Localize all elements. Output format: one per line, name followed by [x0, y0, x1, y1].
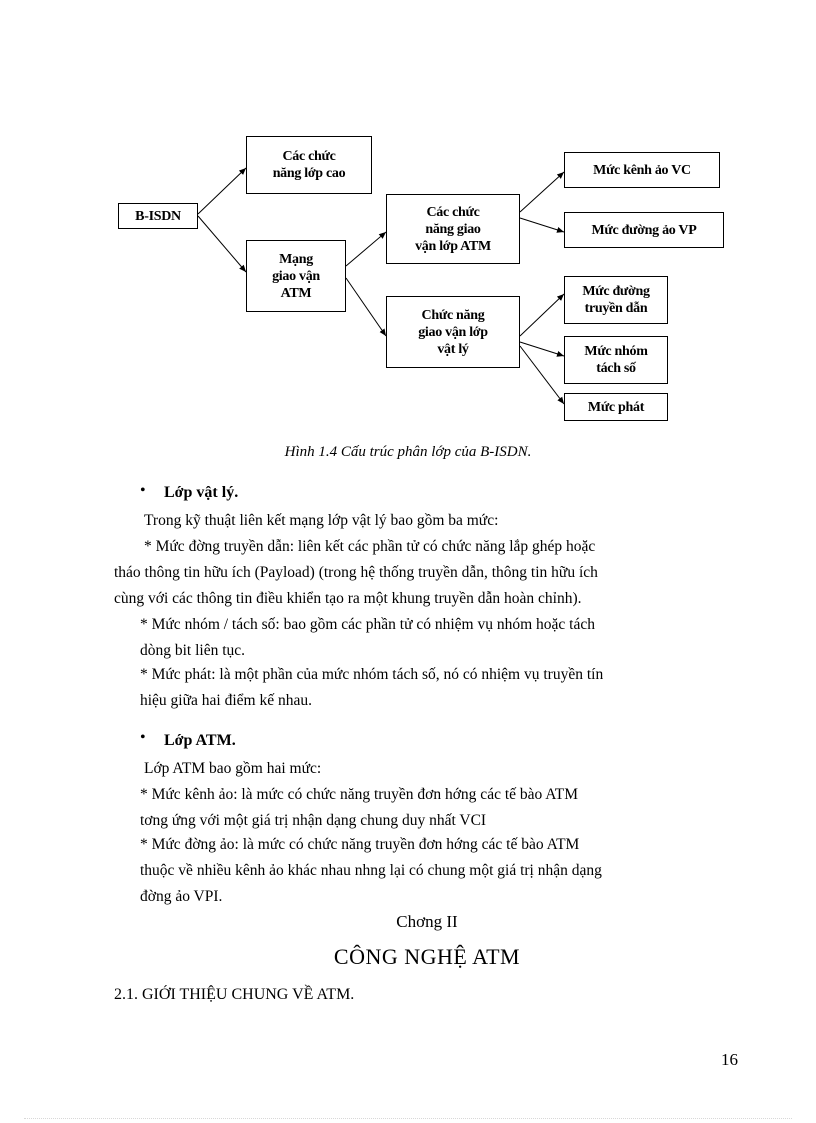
- node-b-isdn: B-ISDN: [118, 203, 198, 229]
- node-upper-layer-functions: Các chức năng lớp cao: [246, 136, 372, 194]
- page-bottom-divider: [24, 1118, 792, 1119]
- heading-atm-layer: Lớp ATM.: [164, 732, 236, 749]
- atm-intro: Lớp ATM bao gồm hai mức:: [144, 760, 322, 777]
- arrow-phys-tx: [520, 346, 564, 404]
- arrow-transport-phys: [346, 278, 386, 336]
- physical-intro: Trong kỹ thuật liên kết mạng lớp vật lý bao gồm ba mức:: [144, 512, 499, 529]
- physical-item-multiplex: * Mức nhóm / tách số: bao gồm các phần tử có nhiệm vụ nhóm hoặc tách dòng bit liên tục.: [140, 616, 595, 659]
- node-virtual-channel-level: Mức kênh ảo VC: [564, 152, 720, 188]
- arrow-phys-path: [520, 294, 564, 336]
- bullet-icon: •: [140, 482, 146, 499]
- atm-item-virtual-channel: * Mức kênh ảo: là mức có chức năng truyền đơn hớng các tế bào ATM tơng ứng với một giá trị nhận dạng chung duy nhất VCI: [140, 786, 579, 829]
- figure-caption: Hình 1.4 Cấu trúc phân lớp của B-ISDN.: [284, 444, 532, 460]
- node-physical-layer-functions: Chức năng giao vận lớp vật lý: [386, 296, 520, 368]
- physical-item-transmitter: * Mức phát: là một phần của mức nhóm tách số, nó có nhiệm vụ truyền tín hiệu giữa hai điểm kế nhau.: [140, 666, 604, 709]
- physical-item-transmission-path: * Mức đờng truyền dẫn: liên kết các phần tử có chức năng lắp ghép hoặc tháo thông tin hữu ích (Payload) (trong hệ thống truyền dẫn, thông tin hữu ích cùng với các thông tin điều khiển tạo ra một khung truyền dẫn hoàn chỉnh).: [114, 538, 598, 607]
- page-number: 16: [721, 1050, 738, 1069]
- arrow-atm-vp: [520, 218, 564, 232]
- node-virtual-path-level: Mức đường ảo VP: [564, 212, 724, 248]
- node-transmission-path-level: Mức đường truyền dẫn: [564, 276, 668, 324]
- node-transmitter-level: Mức phát: [564, 393, 668, 421]
- arrow-root-upper: [198, 168, 246, 214]
- arrow-atm-vc: [520, 172, 564, 212]
- chapter-label: Chơng II: [396, 912, 458, 931]
- node-atm-transport-network: Mạng giao vận ATM: [246, 240, 346, 312]
- node-atm-layer-functions: Các chức năng giao vận lớp ATM: [386, 194, 520, 264]
- arrow-transport-atm: [346, 232, 386, 266]
- node-multiplex-level: Mức nhóm tách số: [564, 336, 668, 384]
- chapter-title: CÔNG NGHỆ ATM: [333, 944, 521, 969]
- arrow-root-transport: [198, 216, 246, 272]
- section-heading: 2.1. GIỚI THIỆU CHUNG VỀ ATM.: [114, 986, 355, 1003]
- atm-item-virtual-path: * Mức đờng ảo: là mức có chức năng truyền đơn hớng các tế bào ATM thuộc về nhiều kênh ảo khác nhau nhng lại có chung một giá trị nhận dạng đờng ảo VPI.: [140, 836, 602, 905]
- heading-physical-layer: Lớp vật lý.: [164, 484, 239, 501]
- bullet-icon: •: [140, 729, 146, 746]
